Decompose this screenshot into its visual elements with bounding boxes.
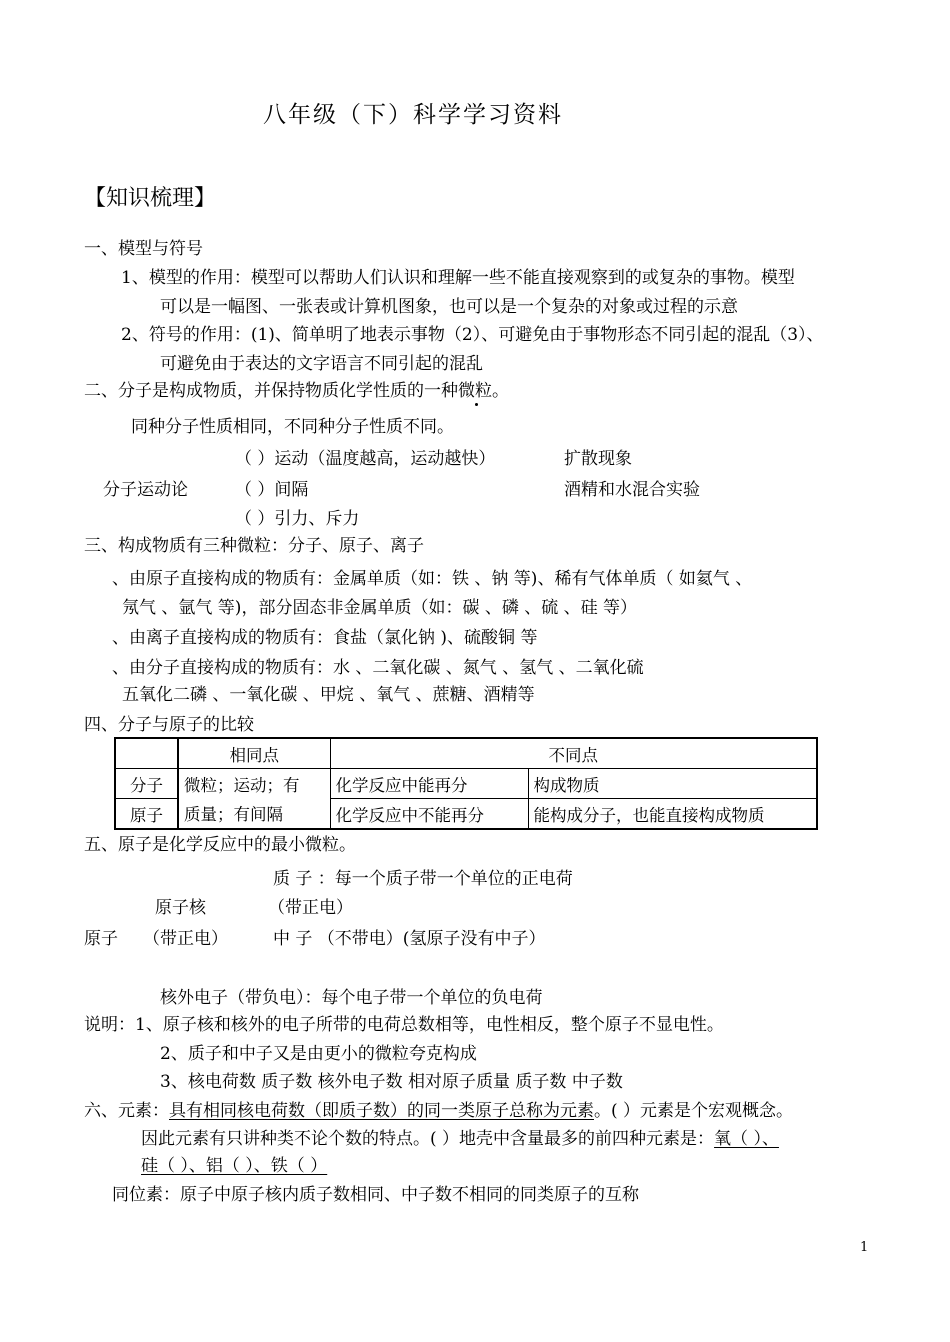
table-header-diff: 不同点 xyxy=(330,738,817,769)
proton-line: 质 子 ：每一个质子带一个单位的正电荷 xyxy=(273,869,573,889)
s6-heading: 六、元素： xyxy=(84,1101,169,1121)
s1-p2b: 可避免由于表达的文字语言不同引起的混乱 xyxy=(160,354,483,374)
s1-p1b: 可以是一幅图、一张表或计算机图象，也可以是一个复杂的对象或过程的示意 xyxy=(160,297,738,317)
table-row xyxy=(115,799,817,830)
emphasis-dot xyxy=(475,403,478,406)
s1-p2a: 2、符号的作用：(1)、简单明了地表示事物（2）、可避免由于事物形态不同引起的混乱（3）、 xyxy=(121,325,824,345)
s4-heading: 四、分子与原子的比较 xyxy=(84,715,254,735)
s1-p1a: 1、模型的作用：模型可以帮助人们认识和理解一些不能直接观察到的或复杂的事物。模型 xyxy=(121,268,795,288)
page-number: 1 xyxy=(860,1240,869,1255)
isotope-line: 同位素：原子中原子核内质子数相同、中子数不相同的同类原子的互称 xyxy=(112,1185,639,1205)
element-definition: 具有相同核电荷数（即质子数）的同一类原子总称为元素 xyxy=(169,1101,594,1121)
s3-heading: 三、构成物质有三种微粒：分子、原子、离子 xyxy=(84,536,424,556)
comparison-table xyxy=(114,737,818,830)
s3-c1: 、由分子直接构成的物质有：水 、二氧化碳 、氮气 、氢气 、二氧化硫 xyxy=(112,658,644,678)
s2-p1: 同种分子性质相同，不同种分子性质不同。 xyxy=(131,417,454,437)
table-cell-diff: 化学反应中能再分 xyxy=(330,769,528,799)
note-1: 说明：1、原子核和核外的电子所带的电荷总数相等，电性相反，整个原子不显电性。 xyxy=(84,1015,724,1035)
s5-heading: 五、原子是化学反应中的最小微粒。 xyxy=(84,835,356,855)
s2-heading: 二、分子是构成物质，并保持物质化学性质的一种微粒。 xyxy=(84,381,509,401)
s2-row1: （ ）运动（温度越高，运动越快） xyxy=(235,449,496,469)
table-row-name: 原子 xyxy=(115,799,178,830)
note-3: 3、核电荷数 质子数 核外电子数 相对原子质量 质子数 中子数 xyxy=(160,1072,623,1092)
electron-line: 核外电子（带负电）：每个电子带一个单位的负电荷 xyxy=(160,988,543,1008)
page-title: 八年级（下）科学学习资料 xyxy=(263,102,563,128)
s2-row1-example: 扩散现象 xyxy=(564,449,632,469)
table-header-row xyxy=(115,738,817,769)
s2-row2: （ ）间隔 xyxy=(235,480,309,500)
table-header-same: 相同点 xyxy=(178,738,330,769)
neutron-line: 中 子 （不带电）(氢原子没有中子） xyxy=(273,929,546,949)
s6-line1-tail: 。( ）元素是个宏观概念。 xyxy=(594,1101,794,1121)
table-cell-same: 微粒；运动；有 xyxy=(178,769,330,799)
table-cell-diff: 构成物质 xyxy=(528,769,817,799)
section-heading: 【知识梳理】 xyxy=(84,186,217,211)
s3-c2: 五氧化二磷 、一氧化碳 、甲烷 、氧气 、蔗糖、酒精等 xyxy=(122,685,535,705)
note-2: 2、质子和中子又是由更小的微粒夸克构成 xyxy=(160,1044,477,1064)
s3-a2: 氖气 、氩气 等)，部分固态非金属单质（如：碳 、磷 、硫 、硅 等） xyxy=(122,598,638,618)
s2-label: 分子运动论 xyxy=(103,480,188,500)
table-cell-diff: 化学反应中不能再分 xyxy=(330,799,528,830)
table-cell-same: 质量；有间隔 xyxy=(178,799,330,830)
s1-heading: 一、模型与符号 xyxy=(84,239,203,259)
nucleus-charge: （带正电） xyxy=(268,898,353,918)
s2-row3: （ ）引力、斥力 xyxy=(235,509,360,529)
table-row xyxy=(115,769,817,799)
atom-label: 原子 xyxy=(84,929,118,949)
nucleus-label: 原子核 xyxy=(155,898,206,918)
element-oxygen: 氧（ ）、 xyxy=(714,1129,779,1149)
s6-line1 xyxy=(84,1100,793,1122)
table-cell-diff: 能构成分子，也能直接构成物质 xyxy=(528,799,817,830)
s3-b1: 、由离子直接构成的物质有：食盐（氯化钠 )、硫酸铜 等 xyxy=(112,628,538,648)
s6-line2 xyxy=(141,1128,779,1150)
s2-row2-example: 酒精和水混合实验 xyxy=(564,480,700,500)
table-corner-cell xyxy=(115,738,178,769)
table-row-name: 分子 xyxy=(115,769,178,799)
atom-charge: （带正电） xyxy=(143,929,228,949)
s6-line2-text: 因此元素有只讲种类不论个数的特点。( ）地壳中含量最多的前四种元素是： xyxy=(141,1129,715,1149)
s3-a1: 、由原子直接构成的物质有：金属单质（如：铁 、钠 等)、稀有气体单质（ 如氦气 、 xyxy=(112,569,753,589)
s6-line3: 硅（ ）、铝（ ）、铁（ ） xyxy=(141,1156,328,1176)
